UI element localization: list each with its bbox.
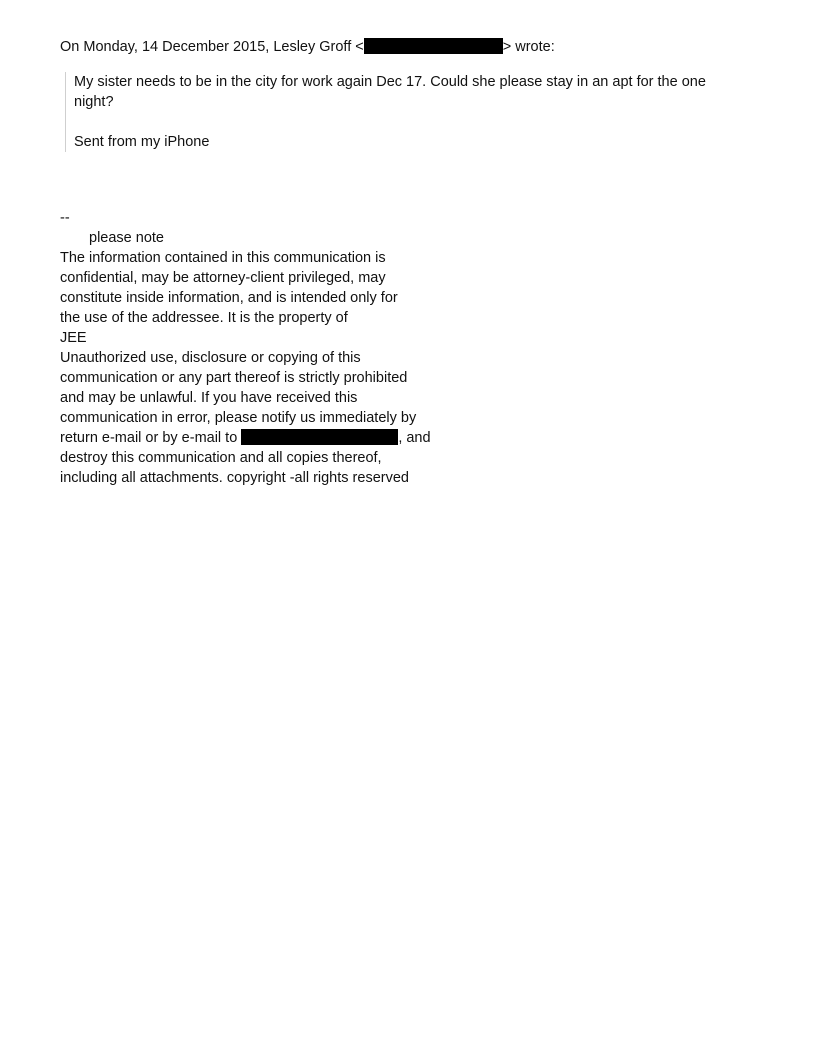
footer-line: the use of the addressee. It is the property of bbox=[60, 310, 348, 326]
signature-separator: -- bbox=[60, 210, 70, 226]
note-heading: please note bbox=[89, 230, 164, 246]
footer-line: destroy this communication and all copies thereof, bbox=[60, 450, 382, 466]
return-line-prefix: return e-mail or by e-mail to bbox=[60, 430, 242, 446]
footer-return-line bbox=[60, 428, 460, 448]
quoted-message-line-1: My sister needs to be in the city for work again Dec 17. Could she please stay in an apt for the one bbox=[74, 74, 706, 90]
footer-line: communication or any part thereof is strictly prohibited bbox=[60, 370, 408, 386]
footer-line: and may be unlawful. If you have received this bbox=[60, 390, 358, 406]
quoted-signature: Sent from my iPhone bbox=[74, 134, 210, 150]
footer-line: The information contained in this communication is bbox=[60, 250, 386, 266]
return-line-suffix: , and bbox=[398, 430, 431, 446]
reply-header-prefix: On Monday, 14 December 2015, Lesley Groff < bbox=[60, 39, 364, 55]
footer-line: JEE bbox=[60, 330, 87, 346]
reply-header bbox=[60, 37, 555, 57]
footer-line: confidential, may be attorney-client privileged, may bbox=[60, 270, 386, 286]
footer-line: including all attachments. copyright -all rights reserved bbox=[60, 470, 409, 486]
redacted-email-address bbox=[364, 38, 503, 54]
footer-line: constitute inside information, and is intended only for bbox=[60, 290, 398, 306]
redacted-email-address bbox=[241, 429, 398, 445]
confidentiality-footer bbox=[60, 208, 460, 488]
paragraph-gap bbox=[74, 112, 754, 132]
reply-header-suffix: > wrote: bbox=[502, 39, 555, 55]
footer-line: communication in error, please notify us immediately by bbox=[60, 410, 417, 426]
quoted-message-line-2: night? bbox=[74, 94, 114, 110]
footer-line: Unauthorized use, disclosure or copying of this bbox=[60, 350, 361, 366]
quoted-message bbox=[65, 72, 754, 152]
